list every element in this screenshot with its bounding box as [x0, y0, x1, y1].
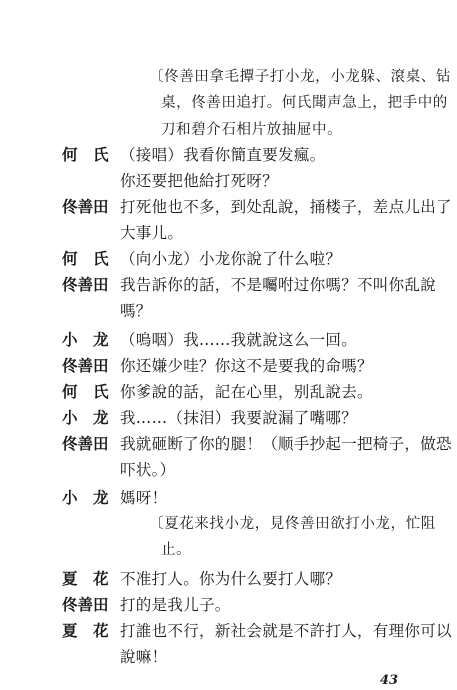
dialogue-line: 打死他也不多，到处乱說，捅楼子，差点儿出了	[120, 198, 452, 216]
speaker-name: 何 氏	[62, 145, 109, 164]
dialogue-line: 說嘛！	[120, 648, 168, 666]
speaker-name: 佟善田	[62, 595, 109, 614]
speaker-name: 佟善田	[62, 356, 109, 375]
speaker-name: 佟善田	[62, 275, 109, 294]
speaker-name: 小 龙	[62, 408, 109, 427]
page-number: 43	[380, 673, 399, 688]
dialogue-line: 我就砸断了你的腿！（顺手抄起一把椅子，做恐	[120, 435, 452, 453]
dialogue-line: 你爹說的話，記在心里，别乱說去。	[120, 383, 373, 401]
stage-direction-line: 桌，佟善田追打。何氏聞声急上，把手中的	[161, 95, 448, 111]
dialogue-line: 媽呀！	[120, 489, 168, 507]
stage-direction-line: 止。	[161, 542, 192, 558]
dialogue-line: 大事儿。	[120, 224, 184, 242]
speaker-name: 夏 花	[62, 621, 109, 640]
stage-direction-line: 〔佟善田拿毛撢子打小龙，小龙躲、滾桌、钻	[149, 69, 451, 85]
dialogue-line: 吓状。）	[120, 461, 176, 479]
dialogue-line: 嗎？	[120, 302, 152, 320]
stage-direction-line: 〔夏花来找小龙，見佟善田欲打小龙，忙阻	[149, 516, 436, 532]
dialogue-line: （接唱）我看你簡直要发瘋。	[120, 146, 326, 164]
stage-direction-line: 刀和碧介石相片放抽屉中。	[161, 122, 343, 138]
speaker-name: 小 龙	[62, 488, 109, 507]
dialogue-line: 你还嫌少哇？你这不是要我的命嗎？	[120, 357, 373, 375]
dialogue-line: （向小龙）小龙你說了什么啦？	[120, 250, 342, 268]
dialogue-line: （嗚咽）我……我就說这么一回。	[120, 331, 358, 349]
dialogue-line: 我……（抹泪）我要說漏了嘴哪？	[120, 409, 358, 427]
speaker-name: 何 氏	[62, 249, 109, 268]
dialogue-line: 打誰也不行，新社会就是不許打人，有理你可以	[120, 622, 452, 640]
dialogue-line: 你还要把他給打死呀？	[120, 172, 279, 190]
dialogue-line: 打的是我儿子。	[120, 596, 231, 614]
dialogue-line: 我告訴你的話，不是囑咐过你嗎？不叫你乱說	[120, 276, 437, 294]
speaker-name: 佟善田	[62, 197, 109, 216]
dialogue-line: 不准打人。你为什么要打人哪？	[120, 570, 342, 588]
speaker-name: 小 龙	[62, 330, 109, 349]
speaker-name: 何 氏	[62, 382, 109, 401]
speaker-name: 佟善田	[62, 434, 109, 453]
speaker-name: 夏 花	[62, 569, 109, 588]
